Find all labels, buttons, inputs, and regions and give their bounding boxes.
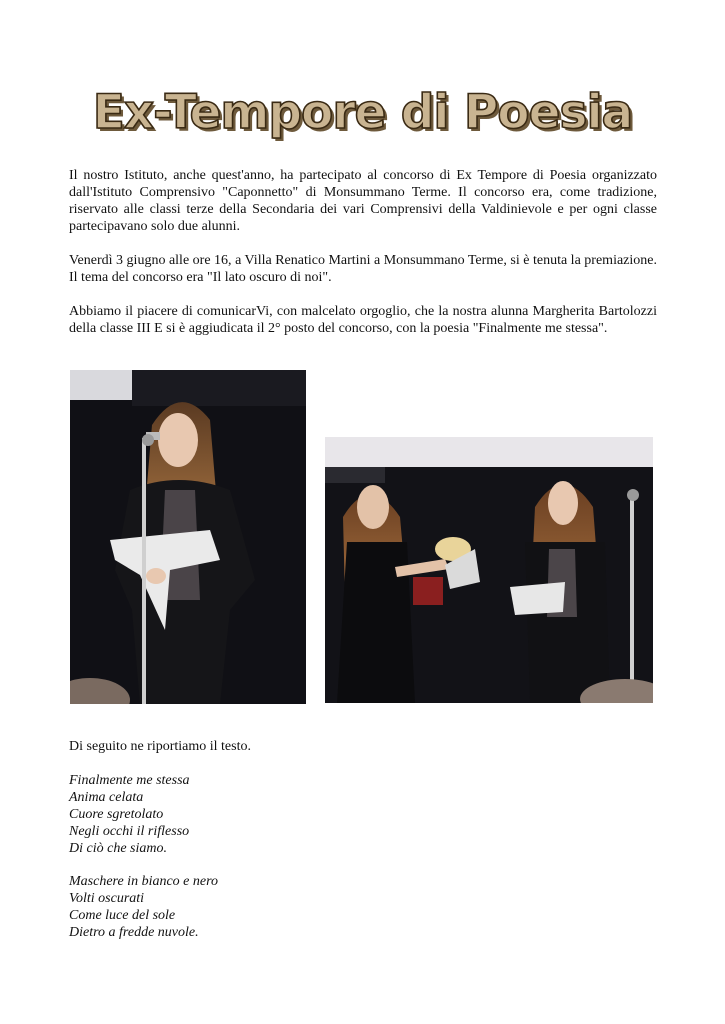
paragraph-award-ceremony: Venerdì 3 giugno alle ore 16, a Villa Renatico Martini a Monsummano Terme, si è tenuta la premiazione. Il tema del concorso era "Il lato oscuro di noi". — [69, 253, 657, 285]
poem-line: Negli occhi il riflesso — [69, 824, 190, 839]
poem-stanza-2 — [69, 873, 218, 941]
page-title: Ex-Tempore di Poesia — [92, 85, 633, 140]
paragraph-winner: Abbiamo il piacere di comunicarVi, con malcelato orgoglio, che la nostra alunna Margherita Bartolozzi della classe III E si è aggiudicata il 2° posto del concorso, con la poesia "Finalmente me stessa". — [69, 304, 657, 336]
photo-student-reading — [70, 370, 306, 704]
poem-line: Maschere in bianco e nero — [69, 874, 219, 889]
paragraph-contest: Il nostro Istituto, anche quest'anno, ha partecipato al concorso di Ex Tempore di Poesia organizzato dall'Istituto Comprensivo "Caponnetto" di Monsummano Terme. Il concorso era, come tradizione, riservato alle classi terze della Secondaria dei vari Comprensivi della Valdinievole e per ogni classe partecipavano solo due alunni. — [69, 168, 657, 234]
photo-award-handover — [325, 437, 653, 703]
poem-intro: Di seguito ne riportiamo il testo. — [69, 739, 251, 754]
poem-line: Volti oscurati — [69, 891, 145, 906]
poem-line: Cuore sgretolato — [69, 807, 164, 822]
poem-line: Di ciò che siamo. — [69, 841, 167, 856]
poem-stanza-1 — [69, 772, 190, 857]
poem-line: Come luce del sole — [69, 908, 176, 923]
poem-line: Anima celata — [69, 790, 144, 805]
poem-line: Finalmente me stessa — [69, 773, 190, 788]
poem-line: Dietro a fredde nuvole. — [69, 925, 199, 940]
